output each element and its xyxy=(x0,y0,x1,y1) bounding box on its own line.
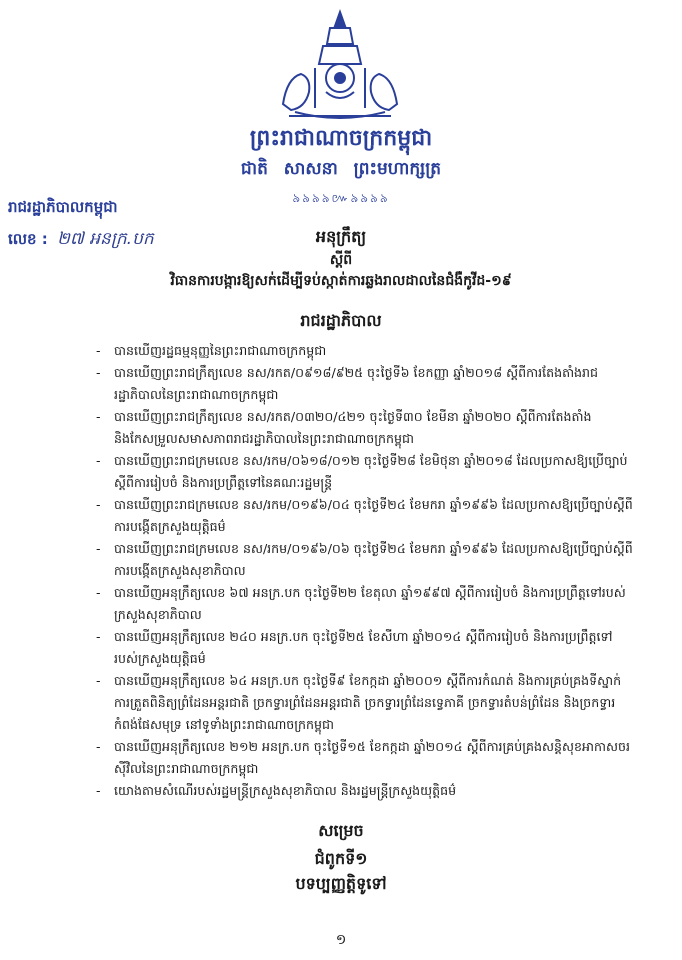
government-label: រាជរដ្ឋាភិបាលកម្ពុជា xyxy=(8,198,118,216)
list-item-text: បានឃើញព្រះរាជក្រមលេខ នស/រកម/០១៩៦/០៦ ចុះថ្ងៃទី២៤ ខែមករា ឆ្នាំ១៩៩៦ ដែលប្រកាសឱ្យប្រើច្បាប់ស្តីពីការបង្កើតក្រសួងសុខាភិបាល xyxy=(114,541,633,578)
list-item xyxy=(96,670,636,736)
chapter-title: បទប្បញ្ញត្តិទូទៅ xyxy=(295,874,387,893)
list-item-text: បានឃើញព្រះរាជក្រមលេខ នស/រកម/០៦១៨/០១២ ចុះថ្ងៃទី២៨ ខែមិថុនា ឆ្នាំ២០១៨ ដែលប្រកាសឱ្យប្រើច្បាប់ស្តីពីការរៀបចំ និងការប្រព្រឹត្តទៅនៃគណៈរដ្ឋមន្ត្រី xyxy=(114,453,628,490)
list-item xyxy=(96,406,636,450)
chapter-heading: ជំពូកទី១ xyxy=(314,849,368,868)
dash-bullet: - xyxy=(96,585,101,600)
ornament-divider: ৯৯৯৯៚৯৯৯৯ xyxy=(292,191,390,205)
dash-bullet: - xyxy=(96,629,101,644)
dash-bullet: - xyxy=(96,409,101,424)
references-list xyxy=(96,340,636,802)
list-item-text: បានឃើញព្រះរាជក្រឹត្យលេខ នស/រកត/០៣២០/៤២១ ចុះថ្ងៃទី៣០ ខែមីនា ឆ្នាំ២០២០ ស្តីពីការតែងតាំង និងកែសម្រួលសមាសភាពរាជរដ្ឋាភិបាលនៃព្រះរាជាណាចក្រកម្ពុជា xyxy=(114,409,592,446)
number-label: លេខ : xyxy=(8,230,48,248)
dash-bullet: - xyxy=(96,343,101,358)
list-item-text: បានឃើញអនុក្រឹត្យលេខ ២១២ អនក្រ.បក ចុះថ្ងៃទី១៥ ខែកក្កដា ឆ្នាំ២០១៤ ស្តីពីការគ្រប់គ្រងសន្តិសុខអាកាសចរស៊ីវិលនៃព្រះរាជាណាចក្រកម្ពុជា xyxy=(114,739,630,776)
list-item xyxy=(96,362,636,406)
dash-bullet: - xyxy=(96,365,101,380)
list-item-text: យោងតាមសំណើរបស់រដ្ឋមន្ត្រីក្រសួងសុខាភិបាល និងរដ្ឋមន្ត្រីក្រសួងយុត្តិធម៌ xyxy=(114,783,457,798)
list-item xyxy=(96,582,636,626)
list-item xyxy=(96,626,636,670)
dash-bullet: - xyxy=(96,673,101,688)
dash-bullet: - xyxy=(96,783,101,798)
list-item-text: បានឃើញរដ្ឋធម្មនុញ្ញនៃព្រះរាជាណាចក្រកម្ពុជា xyxy=(114,343,327,358)
national-motto: ជាតិ សាសនា ព្រះមហាក្សត្រ xyxy=(240,159,442,179)
royal-arms-emblem xyxy=(265,8,415,123)
dash-bullet: - xyxy=(96,541,101,556)
list-item xyxy=(96,450,636,494)
list-item xyxy=(96,780,636,802)
list-item-text: បានឃើញអនុក្រឹត្យលេខ ៦៤ អនក្រ.បក ចុះថ្ងៃទី៩ ខែកក្កដា ឆ្នាំ២០០១ ស្តីពីការកំណត់ និងការគ្រប់គ្រងទីស្នាក់ការត្រួតពិនិត្យព្រំដែនអន្តរជាតិ ច្រកទ្វារព្រំដែនអន្តរជាតិ ច្រកទ្វារព្រំដែនទ្វេភាគី ច្រកទ្វារតំបន់ព្រំដែន និងច្រកទ្វារកំពង់ផែសមុទ្រ នៅទូទាំងព្រះរាជាណាចក្រកម្ពុជា xyxy=(114,673,622,732)
council-heading: រាជរដ្ឋាភិបាល xyxy=(300,311,382,330)
list-item xyxy=(96,538,636,582)
dash-bullet: - xyxy=(96,453,101,468)
number-value: ២៧ អនក្រ.បក xyxy=(57,229,154,249)
list-item xyxy=(96,736,636,780)
document-subject: វិធានការបង្ការឱ្យសក់ដើម្បីទប់ស្កាត់ការឆ្លងរាលដាលនៃជំងឺកូវីដ-១៩ xyxy=(170,273,512,289)
list-item-text: បានឃើញអនុក្រឹត្យលេខ ៦៧ អនក្រ.បក ចុះថ្ងៃទី២២ ខែតុលា ឆ្នាំ១៩៩៧ ស្តីពីការរៀបចំ និងការប្រព្រឹត្តទៅរបស់ក្រសួងសុខាភិបាល xyxy=(114,585,626,622)
document-type-title: អនុក្រឹត្យ xyxy=(315,227,367,246)
dash-bullet: - xyxy=(96,497,101,512)
page-number: ១ xyxy=(335,932,347,948)
list-item-text: បានឃើញព្រះរាជក្រឹត្យលេខ នស/រកត/០៩១៨/៩២៥ ចុះថ្ងៃទី៦ ខែកញ្ញា ឆ្នាំ២០១៨ ស្តីពីការតែងតាំងរាជរដ្ឋាភិបាលនៃព្រះរាជាណាចក្រកម្ពុជា xyxy=(114,365,599,402)
title-about: ស្តីពី xyxy=(329,252,353,268)
kingdom-title: ព្រះរាជាណាចក្រកម្ពុជា xyxy=(249,126,433,151)
list-item-text: បានឃើញអនុក្រឹត្យលេខ ២៤០ អនក្រ.បក ចុះថ្ងៃទី២៥ ខែសីហា ឆ្នាំ២០១៤ ស្តីពីការរៀបចំ និងការប្រព្រឹត្តទៅរបស់ក្រសួងយុត្តិធម៌ xyxy=(114,629,613,666)
decision-heading: សម្រេច xyxy=(318,821,364,840)
list-item xyxy=(96,340,636,362)
dash-bullet: - xyxy=(96,739,101,754)
list-item xyxy=(96,494,636,538)
list-item-text: បានឃើញព្រះរាជក្រមលេខ នស/រកម/០១៩៦/០៤ ចុះថ្ងៃទី២៤ ខែមករា ឆ្នាំ១៩៩៦ ដែលប្រកាសឱ្យប្រើច្បាប់ស្តីពីការបង្កើតក្រសួងយុត្តិធម៌ xyxy=(114,497,633,534)
